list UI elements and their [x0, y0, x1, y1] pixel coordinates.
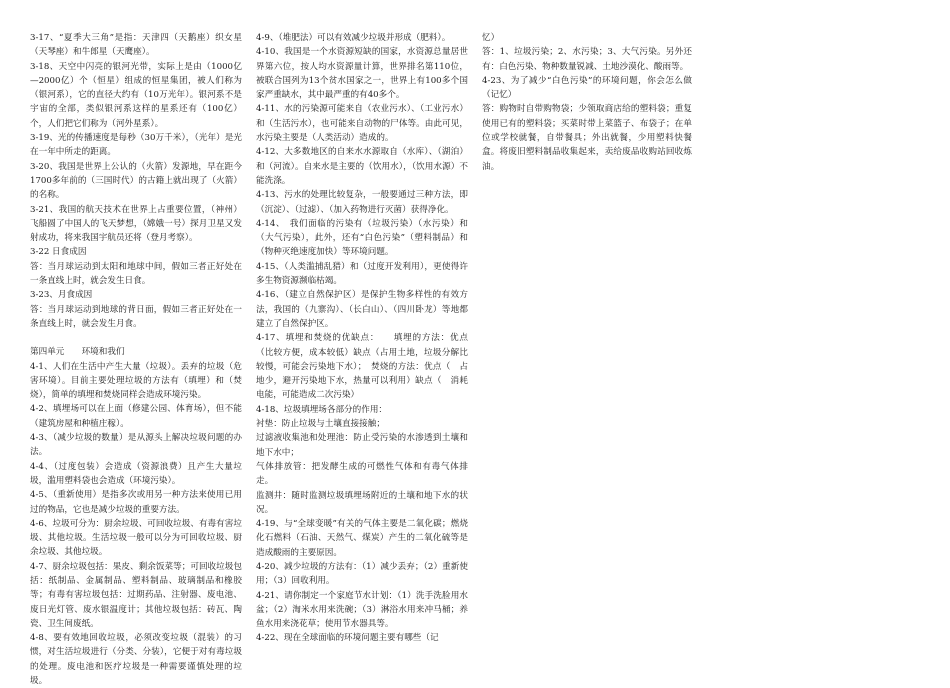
paragraph: 4-23、为了减少“白色污染”的环境问题，你会怎么做（记忆）	[482, 75, 692, 101]
paragraph: 4-4、（过度包装）会造成（资源浪费）且产生大量垃圾，滥用塑料袋也会造成（环境污染）。	[30, 461, 242, 486]
paragraph: 4-18、垃圾填埋场各部分的作用：	[256, 404, 388, 415]
paragraph: 3-22 日食成因	[30, 247, 87, 258]
text-column-middle	[256, 31, 468, 646]
paragraph: 答：购物时自带购物袋；少领取商店给的塑料袋；重复使用已有的塑料袋；买菜时带上菜篮子、布袋子；在单位或学校就餐，自带餐具；外出就餐，少用塑料快餐盒。将废旧塑料制品收集起来，卖给废品收购站回收炼油。	[482, 104, 692, 172]
paragraph: 4-5、（重新使用）是指多次或用另一种方法来使用已用过的物品，它也是减少垃圾的重要方法。	[30, 490, 242, 515]
paragraph: 4-6、垃圾可分为：厨余垃圾、可回收垃圾、有毒有害垃圾、其他垃圾。生活垃圾一般可以分为可回收垃圾、厨余垃圾、其他垃圾。	[30, 518, 242, 558]
paragraph: 4-13、污水的处理比较复杂，一般要通过三种方法，即（沉淀）、（过滤）、（加入药物进行灭菌）获得净化。	[256, 190, 468, 215]
paragraph: 3-20、我国是世界上公认的（火箭）发源地，早在距今1700多年前的（三国时代）的古籍上就出现了（火箭）的名称。	[30, 161, 242, 201]
paragraph: 3-23、月食成因	[30, 290, 93, 301]
paragraph: 3-17、“夏季大三角”是指：天津四（天鹅座）织女星（天琴座）和牛郎星（天鹰座）。	[30, 33, 242, 58]
paragraph: 第四单元 环境和我们	[30, 347, 125, 358]
paragraph: 答：当月球运动到太阳和地球中间，假如三者正好处在一条直线上时，就会发生日食。	[30, 261, 242, 287]
paragraph: 4-10、我国是一个水资源短缺的国家，水资源总量居世界第六位，按人均水资源量计算，世界排名第110位，被联合国列为13个贫水国家之一，世界上有100多个国家严重缺水，其中最严重的有40多个。	[256, 47, 468, 101]
paragraph: 4-3、（减少垃圾的数量）是从源头上解决垃圾问题的办法。	[30, 433, 242, 458]
paragraph: 4-22、现在全球面临的环境问题主要有哪些（记	[256, 633, 439, 644]
paragraph: 忆）	[482, 33, 500, 43]
paragraph: 气体排放管：把发酵生成的可燃性气体和有毒气体排走。	[256, 461, 468, 487]
paragraph: 4-1、人们在生活中产生大量（垃圾）。丢弃的垃圾（危害环境）。目前主要处理垃圾的方法有（填埋）和（焚烧），简单的填埋和焚烧同样会造成环境污染。	[30, 361, 242, 401]
paragraph: 答：当月球运动到地球的背日面，假如三者正好处在一条直线上时，就会发生月食。	[30, 304, 242, 329]
paragraph-spacer	[30, 331, 242, 345]
paragraph: 4-8、要有效地回收垃圾，必须改变垃圾（混装）的习惯，对生活垃圾进行（分类、分装），它便于对有毒垃圾的处理。废电池和医疗垃圾是一种需要谨慎处理的垃圾。	[30, 633, 242, 687]
paragraph: 4-11、水的污染源可能来自（农业污水）、（工业污水）和（生活污水），也可能来自动物的尸体等。由此可见，水污染主要是（人类活动）造成的。	[256, 104, 468, 144]
paragraph: 4-9、（堆肥法）可以有效减少垃圾并形成（肥料）。	[256, 33, 451, 43]
paragraph: 4-20、减少垃圾的方法有：（1）减少丢弃；（2）重新使用；（3）回收利用。	[256, 561, 468, 587]
paragraph: 4-21、请你制定一个家庭节水计划：（1）洗手洗脸用水盆；（2）淘米水用来洗碗；（3）淋浴水用来冲马桶；养鱼水用来浇花草；使用节水器具等。	[256, 590, 468, 630]
paragraph: 4-17、填埋和焚烧的优缺点： 填埋的方法：优点（比较方便，成本较低）缺点（占用土地，垃圾分解比较慢，可能会污染地下水）； 焚烧的方法：优点（ 占地少，避开污染地下水，热量可以利用）缺点（ 消耗电能，可能造成二次污染）	[256, 333, 468, 401]
paragraph: 4-16、（建立自然保护区）是保护生物多样性的有效方法，我国的（九寨沟）、（长白山）、（四川卧龙）等地都建立了自然保护区。	[256, 290, 468, 329]
paragraph: 4-7、厨余垃圾包括：果皮、剩余饭菜等；可回收垃圾包括：纸制品、金属制品、塑料制品、玻璃制品和橡胶等；有毒有害垃圾包括：过期药品、注射器、废电池、废日光灯管、废水银温度计；其他垃圾包括：砖瓦、陶瓷、卫生间废纸。	[30, 561, 242, 629]
paragraph: 答：1、垃圾污染；2、水污染；3、大气污染。另外还有：白色污染、物种数量锐减、土地沙漠化、酸雨等。	[482, 47, 692, 72]
paragraph: 3-21、我国的航天技术在世界上占重要位置，（神州）飞船圆了中国人的飞天梦想，（嫦娥一号）探月卫星又发射成功，将来我国宇航员还将（登月考察）。	[30, 204, 242, 244]
paragraph: 3-18、天空中闪亮的银河光带，实际上是由（1000亿—2000亿）个（恒星）组成的恒星集团，被人们称为（银河系），它的直径大约有（10万光年）。银河系不是宇宙的全部，类似银河系这样的星系还有（100亿）个，人们把它们称为（河外星系）。	[30, 61, 242, 129]
paragraph: 4-12、大多数地区的自来水水源取自（水库）、（湖泊）和（河流）。自来水是主要的（饮用水），（饮用水源）不能洗涤。	[256, 147, 468, 186]
paragraph: 衬垫：防止垃圾与土壤直接接触；	[256, 419, 385, 430]
text-column-right	[482, 31, 692, 174]
paragraph: 4-2、填埋场可以在上面（修建公园、体育场），但不能（建筑房屋和种植庄稼）。	[30, 404, 242, 429]
paragraph: 4-19、与“全球变暖”有关的气体主要是二氧化碳；燃烧化石燃料（石油、天然气、煤炭）产生的二氧化硫等是造成酸雨的主要原因。	[256, 519, 468, 558]
paragraph: 4-14、 我们面临的污染有（垃圾污染）（水污染）和（大气污染），此外，还有“白色污染”（塑料制品）和（物种灭绝速度加快）等环境问题。	[256, 218, 468, 258]
paragraph: 3-19、光的传播速度是每秒（30万千米），（光年）是光在一年中所走的距离。	[30, 133, 242, 158]
paragraph: 4-15、（人类滥捕乱猎）和（过度开发利用），更使得许多生物资源濒临枯竭。	[256, 261, 468, 287]
paragraph: 监测井：随时监测垃圾填埋场附近的土壤和地下水的状况。	[256, 490, 468, 515]
text-column-left	[30, 31, 242, 688]
paragraph: 过滤液收集池和处理池：防止受污染的水渗透到土壤和地下水中；	[256, 433, 468, 458]
